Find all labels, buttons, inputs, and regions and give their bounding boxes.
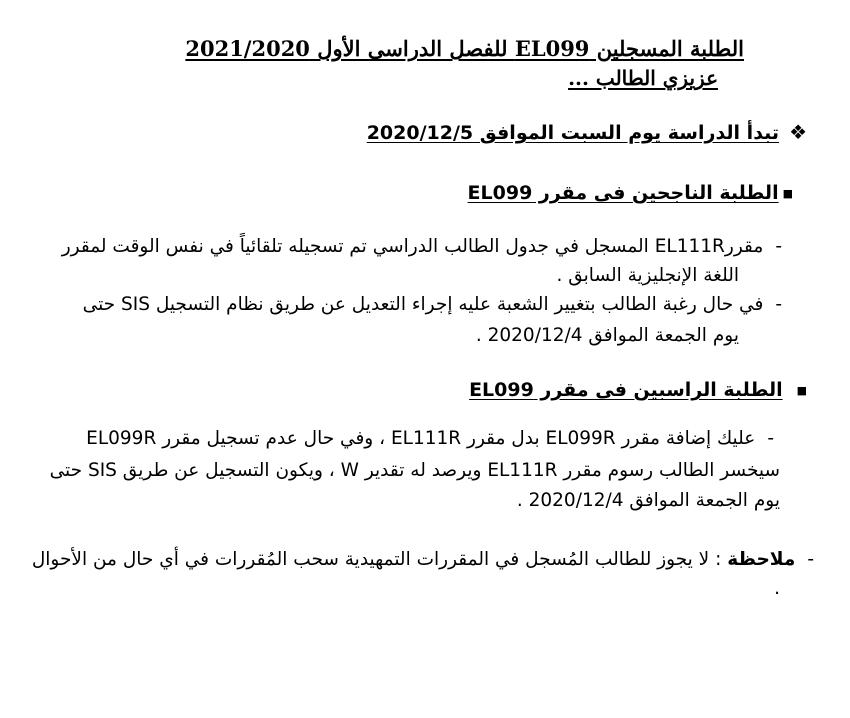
passed-students-heading (468, 182, 793, 205)
note-label: ملاحظة (727, 549, 796, 570)
document-title: الطلبة المسجلين EL099 للفصل الدراسى الأول 2021/2020 (185, 36, 744, 61)
failed-students-heading (469, 379, 807, 402)
failed-heading-text: الطلبة الراسبين فى مقرر EL099 (469, 379, 783, 401)
passed-bullet-2-text: في حال رغبة الطالب بتغيير الشعبة عليه إجراء التعديل عن طريق نظام التسجيل SIS حتى (82, 294, 764, 315)
passed-bullet-1-text: مقررEL111R المسجل في جدول الطالب الدراسي تم تسجيله تلقائياً في نفس الوقت لمقرر (61, 236, 764, 257)
study-start-line (367, 120, 807, 145)
square-bullet-icon: ■ (782, 186, 793, 200)
passed-bullet-1-line-2: اللغة الإنجليزية السابق . (556, 265, 739, 286)
passed-bullet-2-line-2: يوم الجمعة الموافق 2020/12/4 . (475, 325, 739, 346)
note-line (32, 549, 814, 571)
passed-heading-text: الطلبة الناجحين فى مقرر EL099 (467, 182, 779, 204)
study-start-text: تبدأ الدراسة يوم السبت الموافق 2020/12/5 (366, 122, 780, 144)
diamond-bullet-icon: ❖ (789, 120, 807, 144)
dash-bullet: - (767, 428, 774, 449)
failed-line-3: يوم الجمعة الموافق 2020/12/4 . (516, 490, 780, 511)
passed-bullet-2-line-1 (83, 294, 782, 316)
dash-bullet: - (775, 294, 782, 315)
failed-line-1-text: عليك إضافة مقرر EL099R بدل مقرر EL111R ، وفي حال عدم تسجيل مقرر EL099R (86, 428, 756, 449)
note-text: : لا يجوز للطالب المُسجل في المقررات التمهيدية سحب المُقررات في أي حال من الأحوال (31, 549, 722, 570)
dash-bullet: - (775, 236, 782, 257)
greeting: عزيزي الطالب ... (568, 66, 718, 90)
failed-line-1 (86, 428, 774, 450)
dash-bullet: - (807, 549, 814, 570)
failed-line-2: سيخسر الطالب رسوم مقرر EL111R ويرصد له تقدير W ، ويكون التسجيل عن طريق SIS حتى (49, 460, 780, 481)
square-bullet-icon: ■ (796, 383, 807, 397)
passed-bullet-1-line-1 (62, 236, 782, 258)
note-line-2: . (774, 578, 780, 599)
